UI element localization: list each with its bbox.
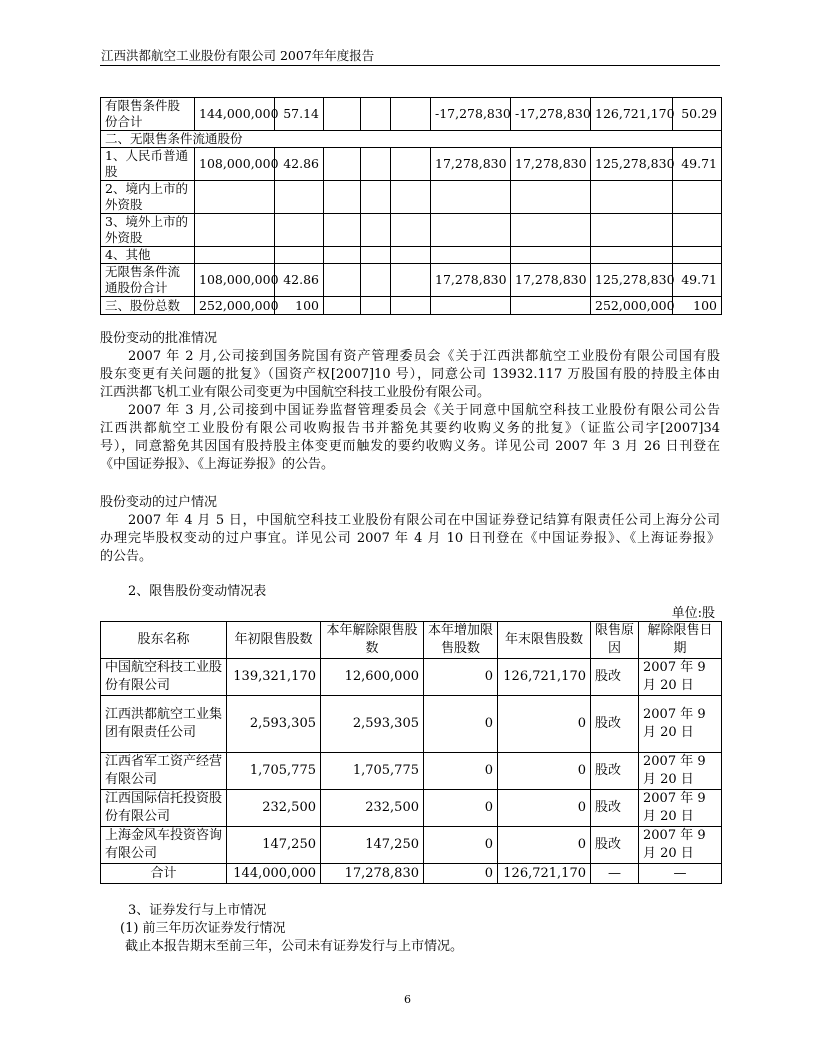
table-cell: -17,278,830 (511, 98, 591, 131)
table-row (101, 148, 722, 181)
table-cell: 股改 (591, 827, 639, 864)
section3-heading: 3、证券发行与上市情况 (128, 903, 267, 918)
table-cell: 42.86 (275, 148, 324, 181)
share-structure-table (100, 97, 722, 315)
table-cell (324, 148, 361, 181)
row-label: 无限售条件流通股份合计 (101, 264, 195, 297)
table-cell (324, 247, 361, 264)
table-cell (361, 98, 391, 131)
table-cell: 1,705,775 (227, 753, 321, 790)
transfer-heading: 股份变动的过户情况 (100, 495, 218, 510)
row-label: 4、其他 (101, 247, 195, 264)
table-cell: 126,721,170 (591, 98, 673, 131)
table-cell: 125,278,830 (591, 264, 673, 297)
total-cell: — (591, 864, 639, 884)
paragraph-line: 《中国证券报》、《上海证券报》的公告。 (100, 457, 335, 472)
table-cell: 2007 年 9 月 20 日 (639, 696, 722, 753)
section3-subheading: (1) 前三年历次证券发行情况 (120, 921, 286, 936)
shareholder-name: 江西洪都航空工业集团有限责任公司 (101, 696, 227, 753)
table-cell (511, 214, 591, 247)
table-cell: 126,721,170 (498, 659, 591, 696)
table-cell: 股改 (591, 696, 639, 753)
table-cell (431, 214, 511, 247)
paragraph-line: 2007 年 3 月,公司接到中国证券监督管理委员会《关于同意中国航空科技工业股份有限公司公告 (128, 403, 720, 418)
shareholder-name: 江西国际信托投资股份有限公司 (101, 790, 227, 827)
shareholder-name: 中国航空科技工业股份有限公司 (101, 659, 227, 696)
table-cell (391, 247, 431, 264)
total-cell: — (639, 864, 722, 884)
table-cell: 147,250 (227, 827, 321, 864)
approval-heading: 股份变动的批准情况 (100, 331, 218, 346)
paragraph-line: 股东变更有关问题的批复》（国资产权[2007]10 号），同意公司 13932.117 万股国有股的持股主体由 (100, 367, 720, 382)
table-cell (511, 247, 591, 264)
table-cell (275, 181, 324, 214)
column-header: 本年解除限售股数 (321, 622, 424, 659)
table-row (101, 659, 722, 696)
paragraph-line: 号），同意豁免其因国有股持股主体变更而触发的要约收购义务。详见公司 2007 年 3 月 26 日刊登在 (100, 439, 720, 454)
row-label: 有限售条件股份合计 (101, 98, 195, 131)
column-header: 股东名称 (101, 622, 227, 659)
column-header: 解除限售日期 (639, 622, 722, 659)
table-cell: 252,000,000 (591, 297, 673, 315)
table-cell (361, 247, 391, 264)
table-row (101, 753, 722, 790)
table-cell (324, 181, 361, 214)
total-cell: 144,000,000 (227, 864, 321, 884)
table-row (101, 247, 722, 264)
table-cell: 0 (424, 753, 498, 790)
paragraph-line: 江西洪都飞机工业有限公司变更为中国航空科技工业股份有限公司。 (100, 385, 491, 400)
section3-text: 截止本报告期末至前三年，公司未有证券发行与上市情况。 (125, 939, 464, 954)
table-cell: 50.29 (673, 98, 722, 131)
table-cell: 0 (424, 696, 498, 753)
column-header: 年末限售股数 (498, 622, 591, 659)
shareholder-name: 上海金风车投资咨询有限公司 (101, 827, 227, 864)
table-cell: 100 (673, 297, 722, 315)
table-cell: 147,250 (321, 827, 424, 864)
table-cell: 17,278,830 (431, 264, 511, 297)
table-cell: 0 (498, 753, 591, 790)
table-cell: 2007 年 9 月 20 日 (639, 753, 722, 790)
table-cell (324, 297, 361, 315)
table-row (101, 264, 722, 297)
table-cell: 0 (424, 659, 498, 696)
table-cell: 232,500 (321, 790, 424, 827)
table-row (101, 181, 722, 214)
table-cell: 1,705,775 (321, 753, 424, 790)
total-label: 合计 (101, 864, 227, 884)
table-cell (591, 181, 673, 214)
table-cell: 252,000,000 (195, 297, 275, 315)
row-label: 三、股份总数 (101, 297, 195, 315)
table-row (101, 214, 722, 247)
paragraph-line: 2007 年 2 月,公司接到国务院国有资产管理委员会《关于江西洪都航空工业股份有限公司国有股 (128, 349, 720, 364)
table-cell (673, 247, 722, 264)
page-number: 6 (404, 993, 411, 1006)
table-cell (391, 148, 431, 181)
table-cell (431, 297, 511, 315)
paragraph-line: 2007 年 4 月 5 日，中国航空科技工业股份有限公司在中国证券登记结算有限责任公司上海分公司 (128, 513, 720, 528)
table-cell: 42.86 (275, 264, 324, 297)
table-cell: 49.71 (673, 148, 722, 181)
table-cell (591, 214, 673, 247)
table-cell (324, 214, 361, 247)
table-row (101, 131, 722, 148)
paragraph-line: 办理完毕股权变动的过户事宜。详见公司 2007 年 4 月 10 日刊登在《中国证券报》、《上海证券报》 (100, 531, 720, 546)
table-cell: 17,278,830 (511, 148, 591, 181)
table-cell: 0 (498, 696, 591, 753)
column-header: 本年增加限售股数 (424, 622, 498, 659)
table-cell (195, 247, 275, 264)
section-label: 二、无限售条件流通股份 (101, 131, 722, 148)
shareholder-name: 江西省军工资产经营有限公司 (101, 753, 227, 790)
table-cell: 125,278,830 (591, 148, 673, 181)
restricted-shares-table (100, 621, 722, 884)
table-cell: 股改 (591, 753, 639, 790)
table-cell: 49.71 (673, 264, 722, 297)
table-cell: 0 (498, 790, 591, 827)
paragraph-line: 江西洪都航空工业股份有限公司收购报告书并豁免其要约收购义务的批复》（证监公司字[2007]34 (100, 421, 720, 436)
table-cell (391, 297, 431, 315)
table-row (101, 98, 722, 131)
table-cell (195, 181, 275, 214)
table-cell (673, 181, 722, 214)
table-cell: 17,278,830 (511, 264, 591, 297)
table-cell: 股改 (591, 659, 639, 696)
table-cell (361, 148, 391, 181)
table-cell (511, 181, 591, 214)
table-cell: 139,321,170 (227, 659, 321, 696)
table-cell: 57.14 (275, 98, 324, 131)
total-cell: 17,278,830 (321, 864, 424, 884)
table-row (101, 827, 722, 864)
table-row (101, 297, 722, 315)
table-cell (391, 214, 431, 247)
table-cell: 100 (275, 297, 324, 315)
table-cell (391, 98, 431, 131)
total-cell: 126,721,170 (498, 864, 591, 884)
table-cell: 2007 年 9 月 20 日 (639, 827, 722, 864)
table-cell: 股改 (591, 790, 639, 827)
table-cell: 0 (424, 827, 498, 864)
paragraph-line: 的公告。 (100, 549, 153, 564)
table-cell: 108,000,000 (195, 148, 275, 181)
table-row (101, 696, 722, 753)
restricted-heading: 2、限售股份变动情况表 (128, 584, 267, 599)
table-cell: 2,593,305 (321, 696, 424, 753)
table-cell (324, 98, 361, 131)
table-cell: 12,600,000 (321, 659, 424, 696)
table-cell (391, 181, 431, 214)
table-cell (361, 214, 391, 247)
column-header: 年初限售股数 (227, 622, 321, 659)
row-label: 3、境外上市的外资股 (101, 214, 195, 247)
table-cell (511, 297, 591, 315)
row-label: 2、境内上市的外资股 (101, 181, 195, 214)
table-cell (361, 297, 391, 315)
table-cell (361, 264, 391, 297)
row-label: 1、人民币普通股 (101, 148, 195, 181)
table-cell (275, 214, 324, 247)
table-cell (324, 264, 361, 297)
unit-label: 单位:股 (671, 606, 715, 621)
total-cell: 0 (424, 864, 498, 884)
table-cell: 108,000,000 (195, 264, 275, 297)
table-cell: 232,500 (227, 790, 321, 827)
table-cell: 2007 年 9 月 20 日 (639, 659, 722, 696)
table-cell (431, 181, 511, 214)
table-cell: 2,593,305 (227, 696, 321, 753)
table-cell: 17,278,830 (431, 148, 511, 181)
table-cell: 0 (424, 790, 498, 827)
table-cell (275, 247, 324, 264)
table-row (101, 790, 722, 827)
table-cell: 0 (498, 827, 591, 864)
column-header: 限售原因 (591, 622, 639, 659)
table-cell (195, 214, 275, 247)
table-cell (673, 214, 722, 247)
table-cell: -17,278,830 (431, 98, 511, 131)
table-cell (431, 247, 511, 264)
header-divider (100, 65, 720, 66)
table-cell: 2007 年 9 月 20 日 (639, 790, 722, 827)
total-row (101, 864, 722, 884)
table-cell (361, 181, 391, 214)
table-cell (391, 264, 431, 297)
table-cell (591, 247, 673, 264)
table-cell: 144,000,000 (195, 98, 275, 131)
running-header: 江西洪都航空工业股份有限公司 2007年年度报告 (101, 48, 375, 63)
